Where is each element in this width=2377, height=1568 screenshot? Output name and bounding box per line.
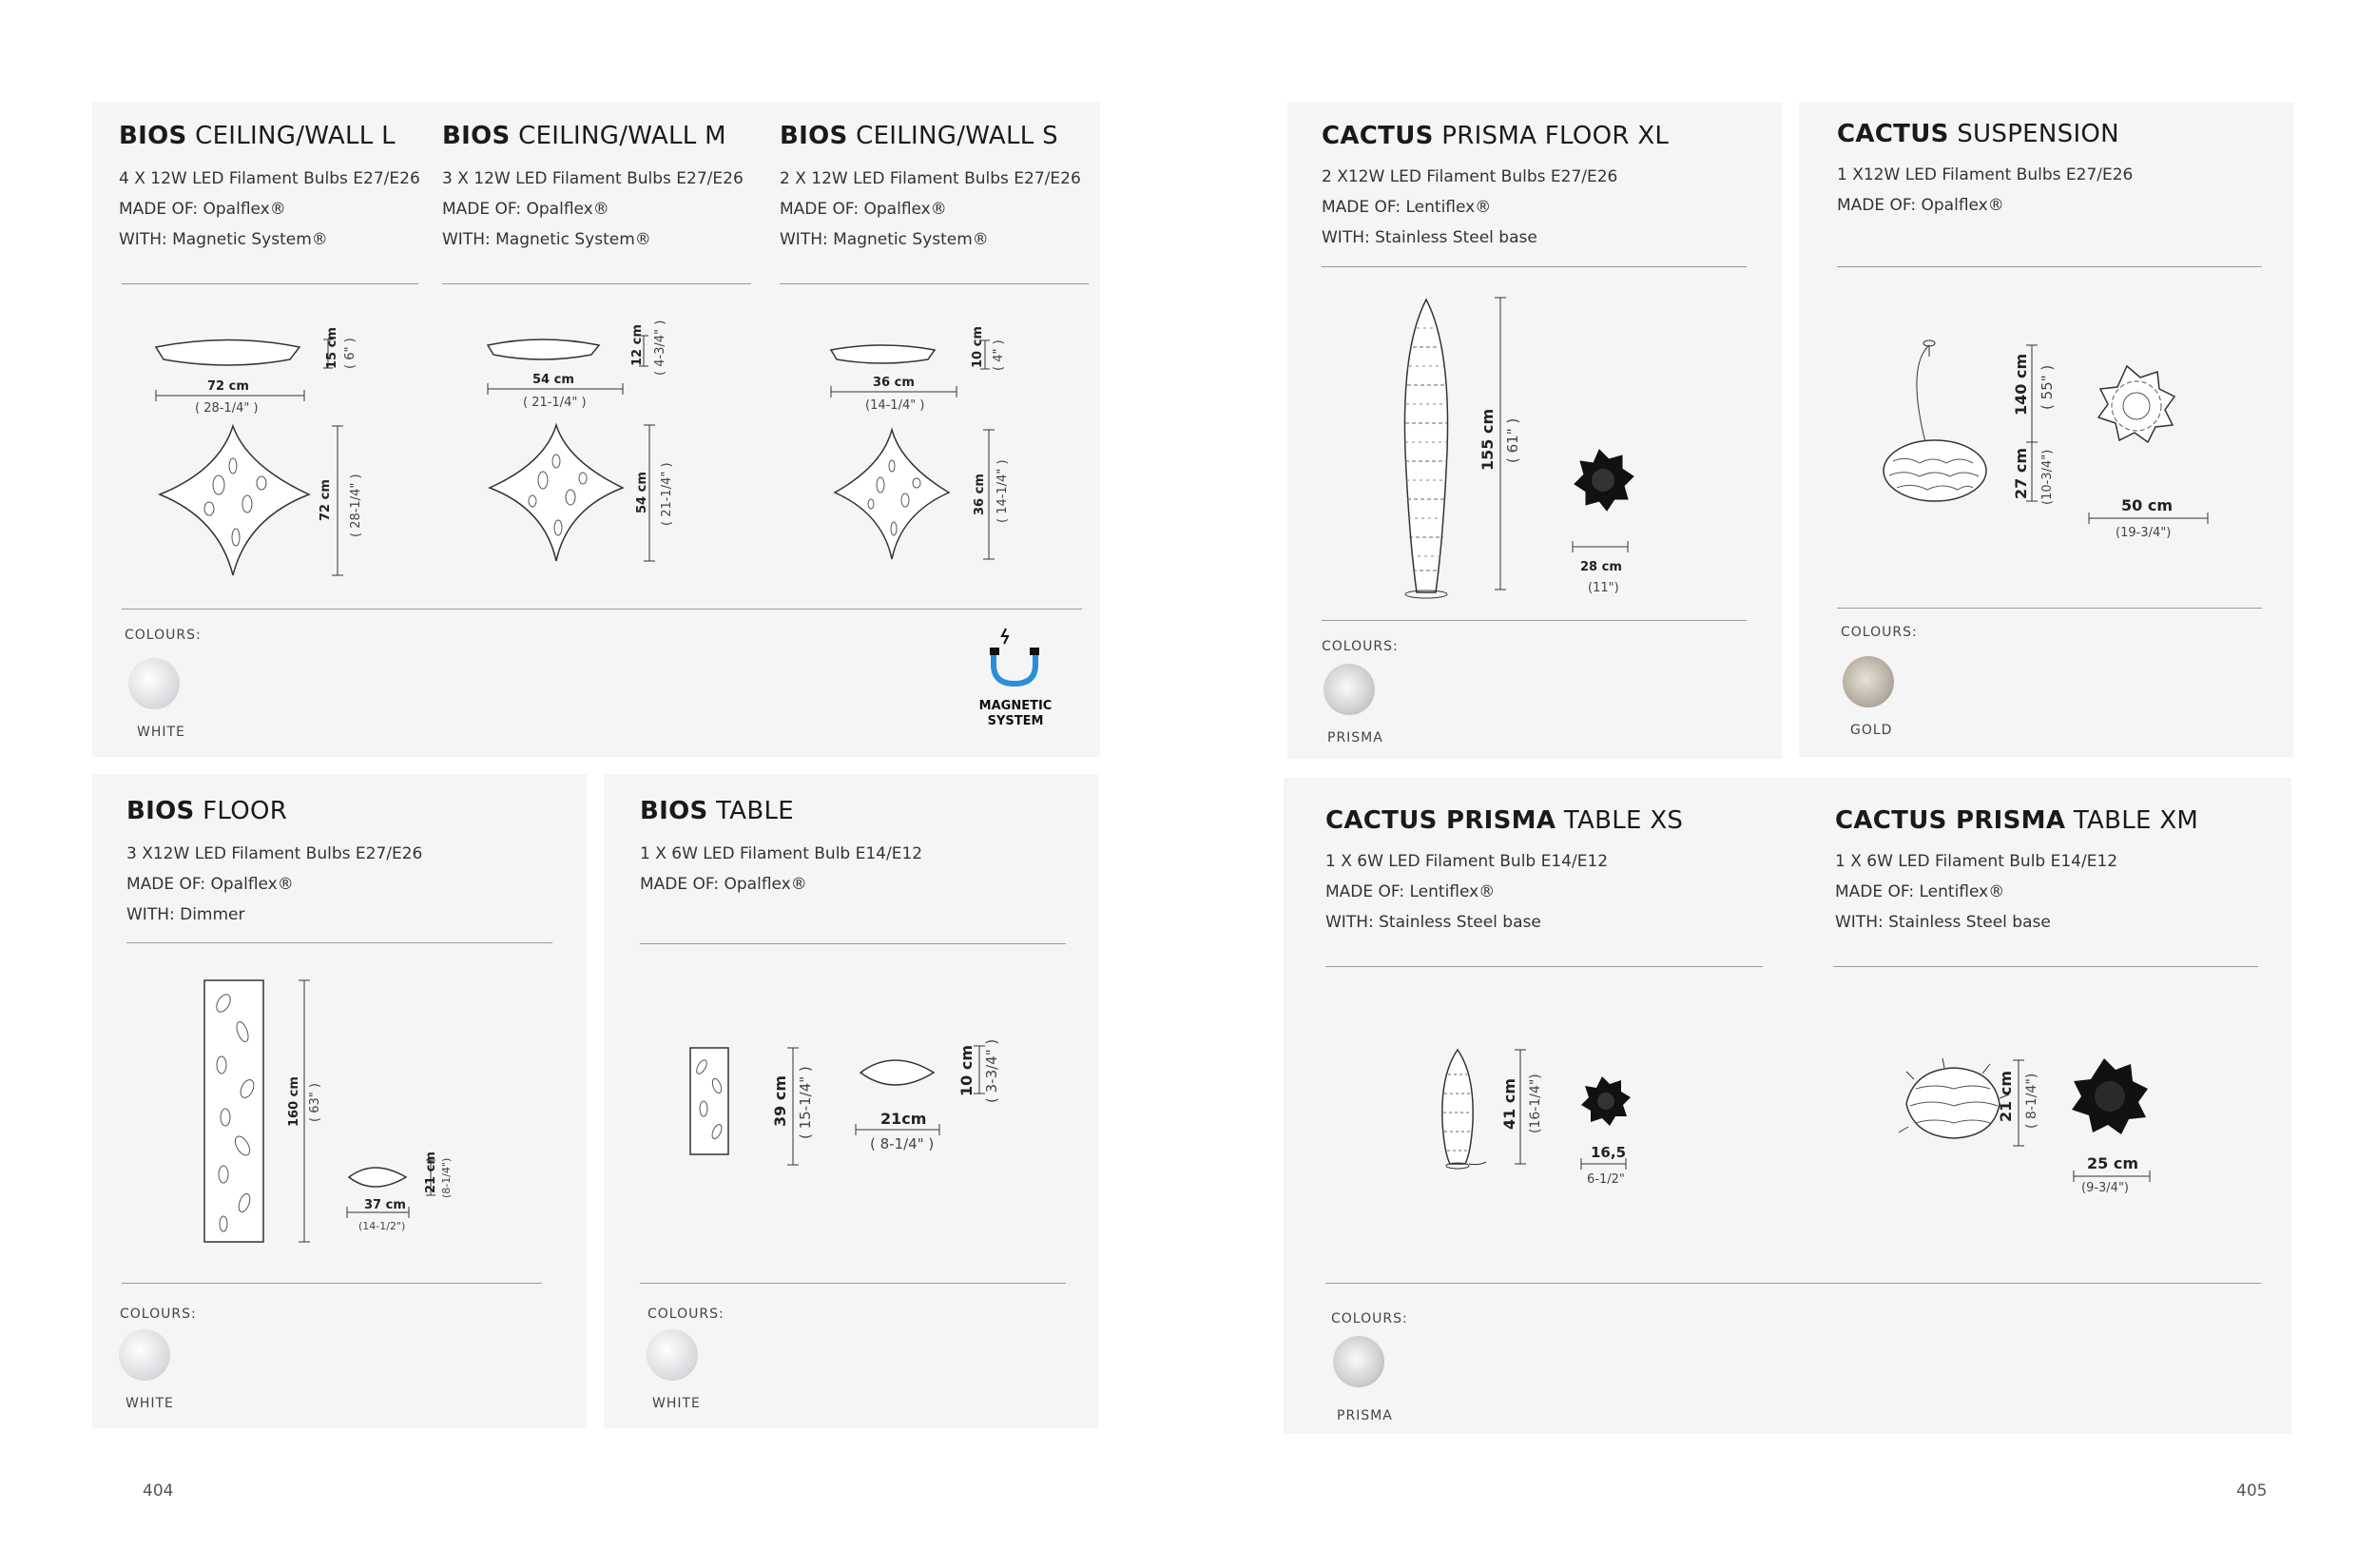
dim-depth-in: ( 3-3/4" ) bbox=[983, 1038, 1000, 1103]
swatch-prisma bbox=[1324, 664, 1375, 715]
dim-width: 36 cm bbox=[873, 376, 915, 390]
magnetic-badge-label: MAGNETIC SYSTEM bbox=[978, 699, 1053, 728]
dim-depth: 54 cm bbox=[635, 472, 649, 513]
colours-label: COLOURS: bbox=[1841, 625, 1918, 640]
dim-width: 25 cm bbox=[2087, 1154, 2138, 1172]
dim-cable: 140 cm bbox=[2012, 353, 2030, 416]
dim-width-in: (19-3/4") bbox=[2116, 526, 2172, 540]
swatch-name: WHITE bbox=[137, 725, 185, 740]
dim-depth: 21 cm bbox=[424, 1152, 438, 1193]
colours-label: COLOURS: bbox=[120, 1307, 197, 1322]
title-bios-table: BIOS TABLE bbox=[640, 797, 795, 825]
divider bbox=[122, 1283, 542, 1284]
specs-bios-ceiling-l: 4 X 12W LED Filament Bulbs E27/E26 MADE OF: Opalflex® WITH: Magnetic System® bbox=[119, 169, 420, 249]
dim-height: 41 cm bbox=[1500, 1078, 1518, 1130]
divider bbox=[1322, 620, 1747, 621]
bios-ceiling-m-drawing bbox=[480, 319, 708, 575]
dim-height-in: ( 4-3/4" ) bbox=[653, 319, 667, 376]
swatch-name: PRISMA bbox=[1337, 1408, 1393, 1423]
bios-ceiling-l-drawing bbox=[143, 314, 390, 590]
divider bbox=[640, 1283, 1066, 1284]
colours-label: COLOURS: bbox=[1322, 639, 1399, 654]
dim-depth-in: ( 21-1/4" ) bbox=[660, 462, 674, 526]
bios-table-drawing bbox=[685, 1036, 1017, 1179]
divider bbox=[1833, 966, 2258, 967]
dim-width-in: (14-1/4" ) bbox=[865, 398, 925, 413]
magnet-icon bbox=[989, 623, 1040, 691]
divider bbox=[1325, 1283, 2261, 1284]
swatch-name: WHITE bbox=[126, 1396, 174, 1411]
dim-height: 155 cm bbox=[1478, 408, 1497, 471]
cactus-suspension-drawing bbox=[1868, 338, 2230, 540]
dim-height-in: ( 4" ) bbox=[992, 339, 1006, 371]
specs-bios-floor: 3 X12W LED Filament Bulbs E27/E26 MADE OF: Opalflex® WITH: Dimmer bbox=[126, 844, 423, 924]
title-cactus-suspension: CACTUS SUSPENSION bbox=[1837, 120, 2119, 148]
dim-height: 12 cm bbox=[630, 324, 645, 366]
dim-width: 21cm bbox=[880, 1110, 927, 1128]
specs-cactus-table-xm: 1 X 6W LED Filament Bulb E14/E12 MADE OF: Lentiflex® WITH: Stainless Steel base bbox=[1835, 852, 2118, 932]
swatch-gold bbox=[1843, 656, 1894, 707]
colours-label: COLOURS: bbox=[1331, 1311, 1408, 1326]
specs-cactus-suspension: 1 X12W LED Filament Bulbs E27/E26 MADE OF: Opalflex® bbox=[1837, 165, 2134, 215]
specs-bios-ceiling-m: 3 X 12W LED Filament Bulbs E27/E26 MADE OF: Opalflex® WITH: Magnetic System® bbox=[442, 169, 744, 249]
colours-label: COLOURS: bbox=[647, 1307, 725, 1322]
swatch-name: PRISMA bbox=[1327, 730, 1383, 745]
dim-cable-in: ( 55" ) bbox=[2039, 364, 2056, 410]
dim-width-in: ( 8-1/4" ) bbox=[870, 1135, 935, 1152]
title-cactus-table-xm: CACTUS PRISMA TABLE XM bbox=[1835, 806, 2199, 835]
dim-height: 160 cm bbox=[287, 1076, 301, 1127]
divider bbox=[1837, 608, 2262, 609]
dim-depth: 36 cm bbox=[973, 474, 987, 515]
dim-height-in: (10-3/4") bbox=[2040, 449, 2055, 505]
specs-bios-ceiling-s: 2 X 12W LED Filament Bulbs E27/E26 MADE OF: Opalflex® WITH: Magnetic System® bbox=[780, 169, 1081, 249]
bios-floor-drawing bbox=[195, 975, 471, 1250]
dim-height: 27 cm bbox=[2012, 448, 2030, 499]
dim-height: 39 cm bbox=[771, 1075, 789, 1127]
dim-height: 15 cm bbox=[325, 327, 339, 369]
divider bbox=[1837, 266, 2262, 267]
dim-depth: 72 cm bbox=[319, 479, 333, 521]
specs-cactus-table-xs: 1 X 6W LED Filament Bulb E14/E12 MADE OF: Lentiflex® WITH: Stainless Steel base bbox=[1325, 852, 1609, 932]
dim-width-in: 6-1/2" bbox=[1587, 1172, 1625, 1187]
cactus-floor-xl-drawing bbox=[1388, 290, 1645, 604]
dim-width-in: ( 21-1/4" ) bbox=[523, 396, 587, 410]
swatch-prisma bbox=[1333, 1336, 1384, 1387]
dim-depth-in: ( 14-1/4" ) bbox=[995, 459, 1010, 523]
dim-depth: 10 cm bbox=[957, 1045, 976, 1096]
colours-label: COLOURS: bbox=[125, 628, 202, 643]
dim-height-in: ( 8-1/4") bbox=[2024, 1073, 2039, 1129]
specs-cactus-floor-xl: 2 X12W LED Filament Bulbs E27/E26 MADE OF: Lentiflex® WITH: Stainless Steel base bbox=[1322, 167, 1618, 247]
dim-height: 21 cm bbox=[1997, 1071, 2015, 1122]
dim-width: 50 cm bbox=[2121, 496, 2173, 514]
dim-width: 28 cm bbox=[1580, 560, 1622, 574]
cactus-table-xm-drawing bbox=[1887, 1051, 2173, 1193]
title-bios-floor: BIOS FLOOR bbox=[126, 797, 288, 825]
dim-width: 16,5 bbox=[1591, 1144, 1627, 1161]
divider bbox=[126, 942, 552, 943]
swatch-white bbox=[119, 1329, 170, 1381]
dim-depth-in: ( 28-1/4" ) bbox=[349, 474, 363, 537]
dim-width-in: ( 28-1/4" ) bbox=[195, 401, 259, 416]
dim-width: 37 cm bbox=[364, 1198, 406, 1212]
dim-width: 54 cm bbox=[532, 373, 574, 387]
divider bbox=[122, 283, 418, 284]
swatch-name: GOLD bbox=[1850, 723, 1893, 738]
dim-height-in: ( 15-1/4" ) bbox=[797, 1066, 814, 1139]
divider bbox=[1325, 966, 1763, 967]
divider bbox=[442, 283, 751, 284]
divider bbox=[640, 943, 1066, 944]
swatch-white bbox=[647, 1329, 698, 1381]
divider bbox=[1322, 266, 1747, 267]
divider bbox=[780, 283, 1089, 284]
title-cactus-floor-xl: CACTUS PRISMA FLOOR XL bbox=[1322, 122, 1670, 150]
dim-width-in: (9-3/4") bbox=[2081, 1181, 2130, 1195]
title-cactus-table-xs: CACTUS PRISMA TABLE XS bbox=[1325, 806, 1684, 835]
dim-width-in: (11") bbox=[1588, 581, 1619, 595]
specs-bios-table: 1 X 6W LED Filament Bulb E14/E12 MADE OF: Opalflex® bbox=[640, 844, 923, 894]
bios-ceiling-s-drawing bbox=[825, 323, 1034, 571]
dim-width-in: (14-1/2") bbox=[358, 1220, 406, 1232]
dim-height-in: (16-1/4") bbox=[1528, 1074, 1543, 1133]
cactus-table-xs-drawing bbox=[1431, 1046, 1659, 1189]
swatch-white bbox=[128, 658, 180, 709]
title-bios-ceiling-m: BIOS CEILING/WALL M bbox=[442, 122, 726, 150]
dim-height: 10 cm bbox=[971, 326, 985, 368]
divider bbox=[122, 609, 1082, 610]
swatch-name: WHITE bbox=[652, 1396, 701, 1411]
dim-height-in: ( 63" ) bbox=[308, 1083, 322, 1122]
dim-depth-in: (8-1/4") bbox=[440, 1157, 453, 1198]
title-bios-ceiling-l: BIOS CEILING/WALL L bbox=[119, 122, 396, 150]
dim-height-in: ( 61" ) bbox=[1504, 417, 1521, 463]
page-number-right: 405 bbox=[2236, 1481, 2268, 1500]
page-number-left: 404 bbox=[143, 1481, 174, 1500]
dim-width: 72 cm bbox=[207, 379, 249, 394]
dim-height-in: ( 6" ) bbox=[343, 338, 358, 369]
title-bios-ceiling-s: BIOS CEILING/WALL S bbox=[780, 122, 1058, 150]
